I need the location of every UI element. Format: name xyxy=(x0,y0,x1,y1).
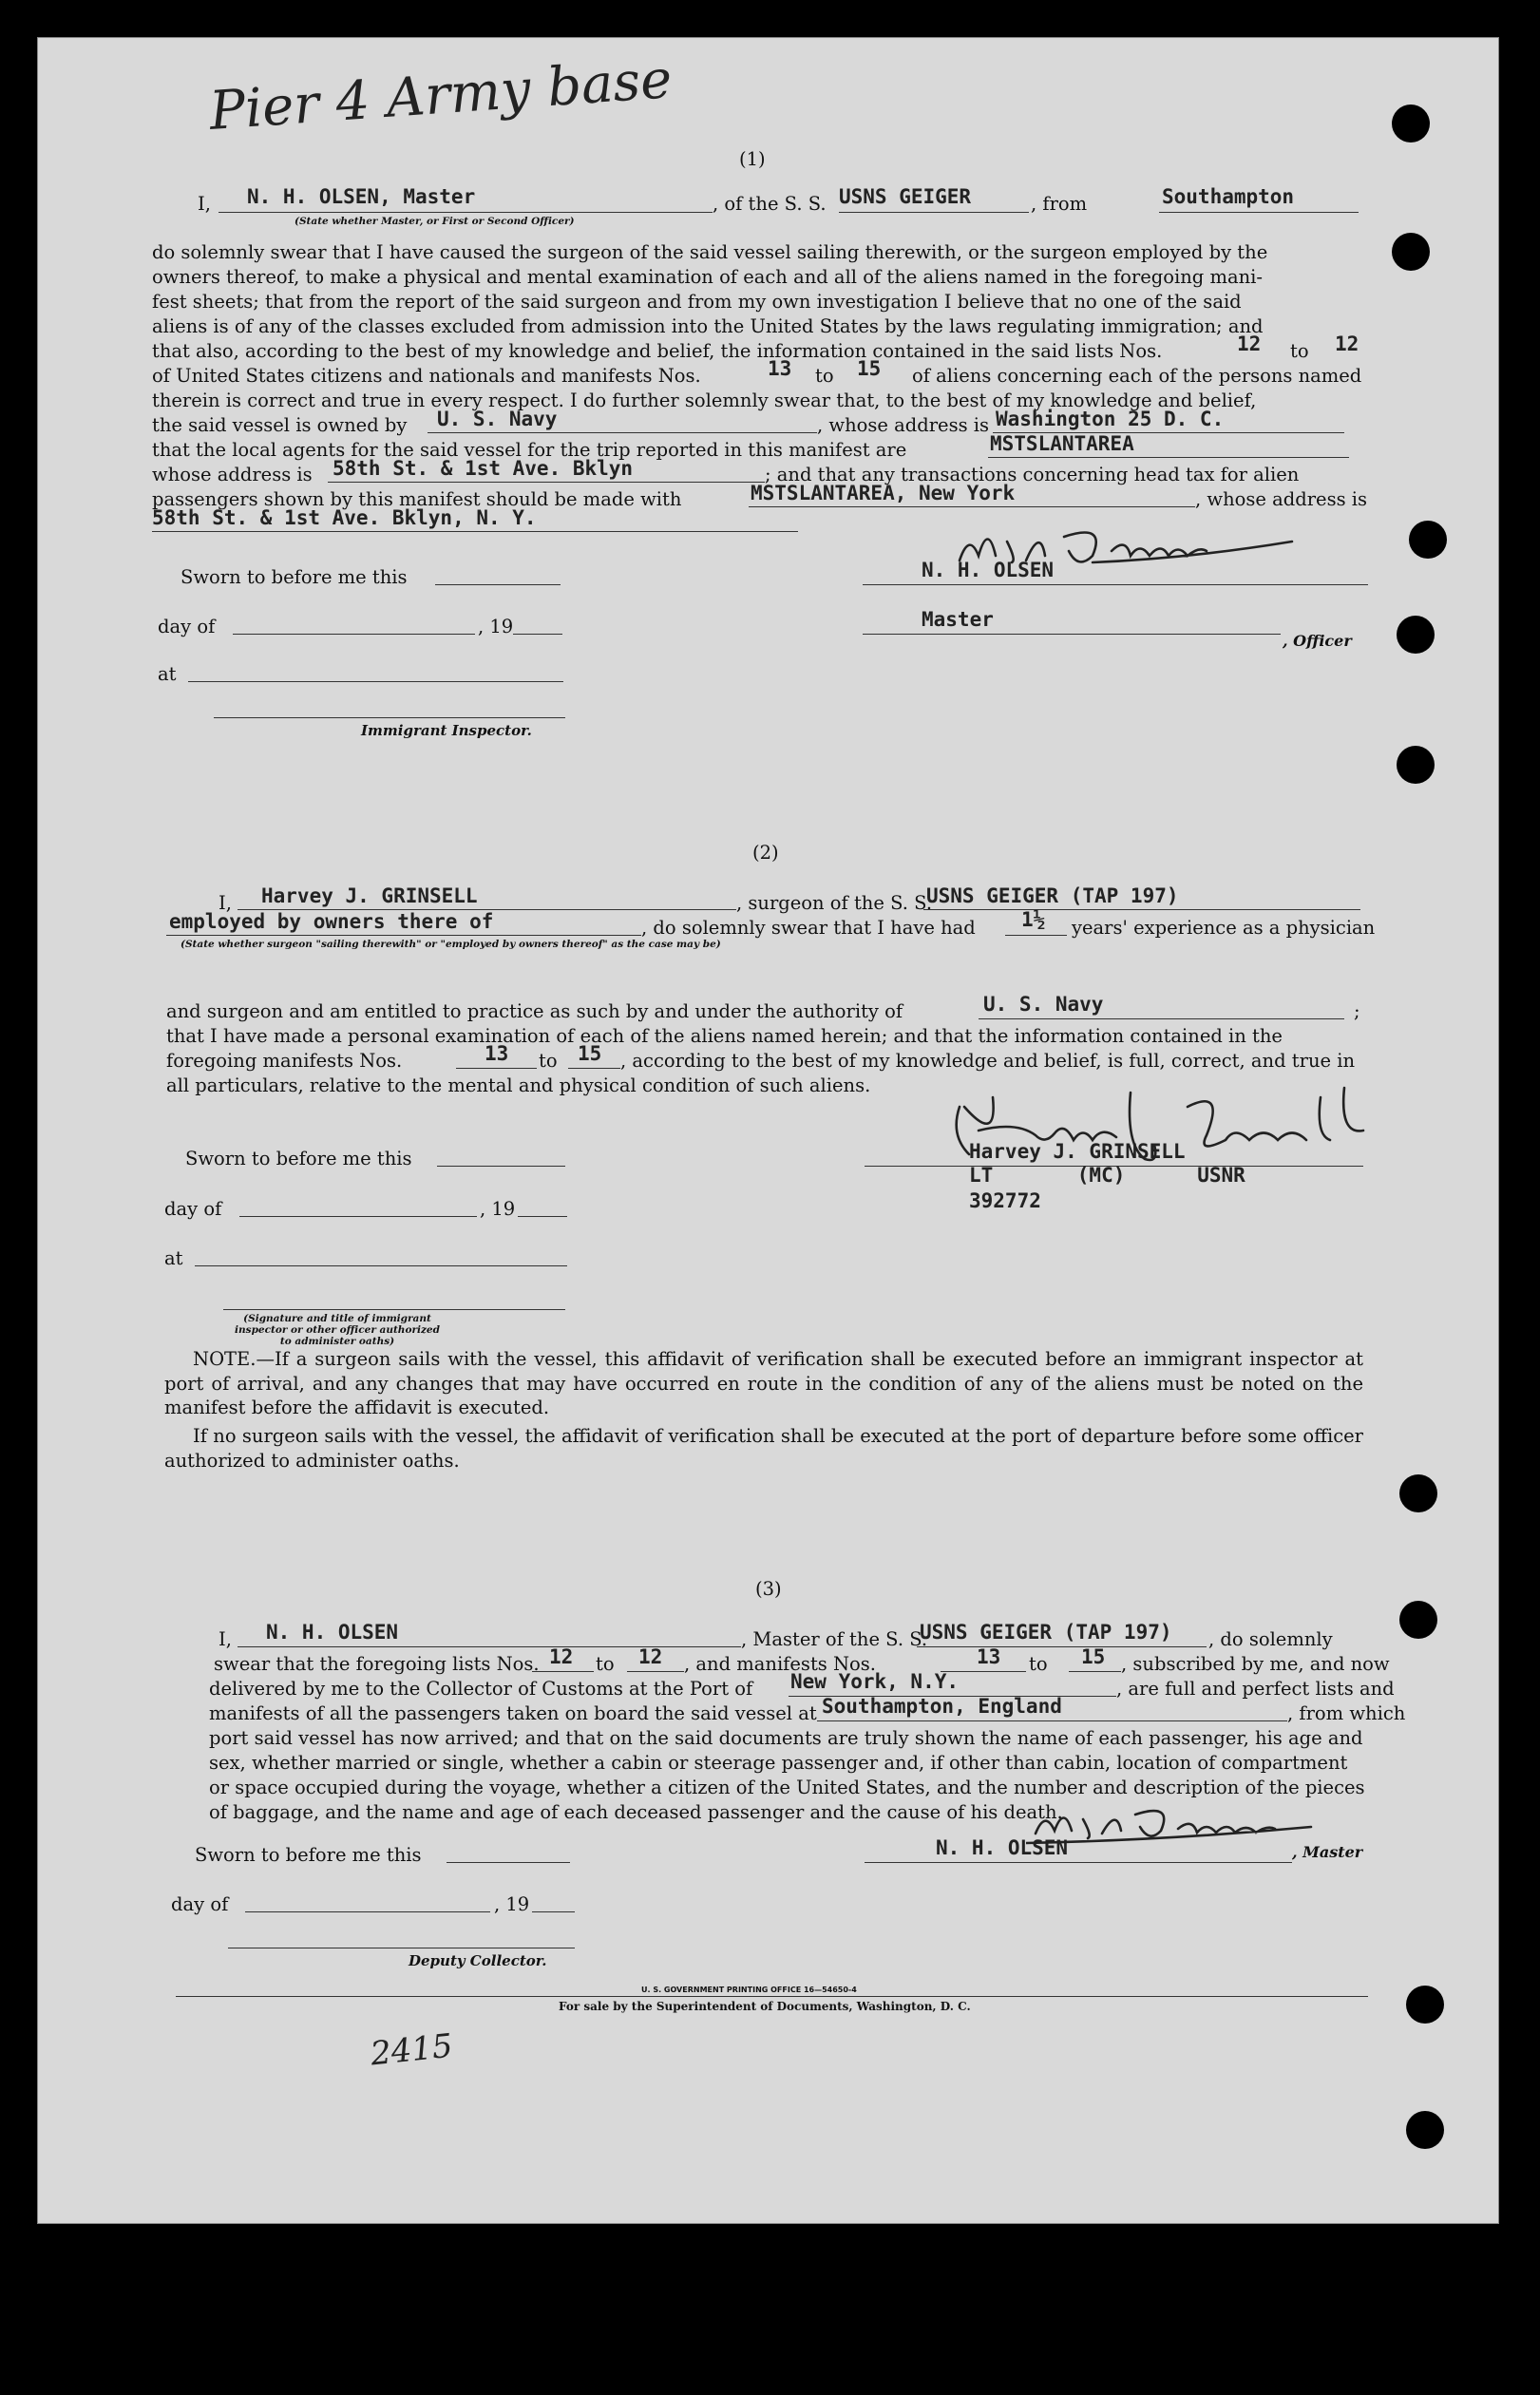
rule xyxy=(437,1166,565,1167)
state-note: (State whether surgeon "sailing therewith" or "employed by owners thereof" as the case may be) xyxy=(181,939,721,950)
agent: MSTSLANTAREA xyxy=(990,432,1134,455)
arrival-port: New York, N.Y. xyxy=(790,1670,960,1693)
rule xyxy=(532,1671,594,1672)
oath-line: that I have made a personal examination of each of the aliens named herein; and that the information contained in the xyxy=(166,1025,1283,1047)
embark-port: Southampton, England xyxy=(822,1695,1062,1718)
deputy-label: Deputy Collector. xyxy=(409,1952,547,1969)
surgeon-rank: LT (MC) USNR xyxy=(969,1164,1245,1187)
punch-hole xyxy=(1409,521,1447,559)
rule xyxy=(979,1018,1344,1019)
lists-to: 12 xyxy=(638,1645,663,1668)
and-manifests: , and manifests Nos. xyxy=(684,1653,876,1675)
intro-i: I, xyxy=(198,193,211,215)
handwritten-number: 2415 xyxy=(369,2026,455,2074)
section-number: (2) xyxy=(752,842,779,864)
manifest-page xyxy=(38,38,1498,2223)
from-label: , from xyxy=(1031,193,1088,215)
lists-to: 12 xyxy=(1335,333,1359,355)
whose-address-is: , whose address is xyxy=(1195,488,1368,510)
punch-hole xyxy=(1397,746,1435,784)
master-name: N. H. OLSEN, Master xyxy=(247,185,476,208)
sale-notice: For sale by the Superintendent of Documents, Washington, D. C. xyxy=(559,2000,971,2013)
rule xyxy=(532,1911,575,1912)
oath-line: fest sheets; that from the report of the said surgeon and from my own investigation I believe that no one of the said xyxy=(152,291,1242,313)
intro-i: I, xyxy=(219,1628,232,1650)
punch-hole xyxy=(1399,1474,1437,1512)
years: 1½ xyxy=(1021,908,1046,931)
punch-hole xyxy=(1399,1601,1437,1639)
rule xyxy=(166,935,641,936)
rule xyxy=(518,1216,567,1217)
rule xyxy=(195,1265,567,1266)
head-tax-agent: MSTSLANTAREA, New York xyxy=(751,482,1016,504)
intro-i: I, xyxy=(219,892,232,914)
signer-name: N. H. OLSEN xyxy=(922,559,1055,581)
surgeon-name: Harvey J. GRINSELL xyxy=(261,884,478,907)
agents-text: that the local agents for the said vessel for the trip reported in this manifest are xyxy=(152,439,907,461)
day-of-label: day of xyxy=(171,1893,229,1915)
rule xyxy=(435,584,561,585)
surgeon-number: 392772 xyxy=(969,1189,1041,1212)
inspector-label: Immigrant Inspector. xyxy=(361,722,532,739)
punch-hole xyxy=(1397,616,1435,654)
rule xyxy=(176,1996,1368,1997)
manifest-from: 13 xyxy=(977,1645,1001,1668)
of-ss-label: , of the S. S. xyxy=(713,193,827,215)
sworn-label: Sworn to before me this xyxy=(181,566,408,588)
vessel-name: USNS GEIGER xyxy=(839,185,972,208)
rule xyxy=(627,1671,684,1672)
rule xyxy=(214,717,565,718)
rule xyxy=(152,531,798,532)
rule xyxy=(1069,1671,1121,1672)
swear-text: swear that the foregoing lists Nos. xyxy=(214,1653,540,1675)
oath-line: that also, according to the best of my knowledge and belief, the information contained in the said lists Nos. xyxy=(152,340,1163,362)
signer-name: N. H. OLSEN xyxy=(936,1836,1069,1859)
rule xyxy=(456,1068,537,1069)
punch-hole xyxy=(1392,105,1430,143)
rule xyxy=(817,1720,1287,1721)
manifests-text: manifests of all the passengers taken on board the said vessel at xyxy=(209,1702,817,1724)
manifest-to: 15 xyxy=(1081,1645,1106,1668)
owner-address: Washington 25 D. C. xyxy=(996,408,1225,430)
from-which: , from which xyxy=(1287,1702,1406,1724)
oath-line: port said vessel has now arrived; and that on the said documents are truly shown the name of each passenger, his age and xyxy=(209,1727,1363,1749)
master-name: N. H. OLSEN xyxy=(266,1621,399,1644)
year-label: , 19 xyxy=(480,1198,516,1220)
note-2: If no surgeon sails with the vessel, the affidavit of verification shall be executed at the port of departure before some officer authorized to administer oaths. xyxy=(164,1425,1363,1472)
at-label: at xyxy=(164,1247,183,1269)
to-word: to xyxy=(1290,340,1309,362)
rule xyxy=(839,212,1029,213)
manifest-to: 15 xyxy=(857,357,882,380)
vessel-name: USNS GEIGER (TAP 197) xyxy=(926,884,1179,907)
head-tax-text: ; and that any transactions concerning head tax for alien xyxy=(765,464,1300,485)
sworn-label: Sworn to before me this xyxy=(195,1844,422,1866)
lists-from: 12 xyxy=(549,1645,574,1668)
citizens-text: of United States citizens and nationals and manifests Nos. xyxy=(152,365,701,387)
to-word: to xyxy=(1029,1653,1048,1675)
years-text: years' experience as a physician xyxy=(1072,917,1376,939)
owned-text: the said vessel is owned by xyxy=(152,414,408,436)
manifest-from: 13 xyxy=(768,357,792,380)
to-word: to xyxy=(539,1050,558,1072)
rule xyxy=(245,1911,490,1912)
rule xyxy=(863,634,1281,635)
rule xyxy=(239,1216,477,1217)
section-number: (1) xyxy=(739,148,766,170)
head-tax-address: 58th St. & 1st Ave. Bklyn, N. Y. xyxy=(152,506,537,529)
authority: U. S. Navy xyxy=(983,993,1104,1016)
rule xyxy=(988,457,1349,458)
rule xyxy=(233,634,475,635)
day-of-label: day of xyxy=(158,616,216,637)
rule xyxy=(238,1646,741,1647)
master-signature xyxy=(1026,1791,1330,1848)
master-of-label: , Master of the S. S. xyxy=(741,1628,928,1650)
subscribed: , subscribed by me, and now xyxy=(1121,1653,1390,1675)
address-text: , whose address is xyxy=(817,414,990,436)
rule xyxy=(568,1068,620,1069)
belief-text: , according to the best of my knowledge and belief, is full, correct, and true in xyxy=(620,1050,1356,1072)
note-text: —If a surgeon sails with the vessel, this affidavit of verification shall be executed before an immigrant inspector at port of arrival, and any changes that may have occurred en route in the condition of any of the aliens must be noted on the manifest before the affidavit is executed. xyxy=(164,1348,1363,1419)
manifest-from: 13 xyxy=(485,1042,509,1065)
rule xyxy=(219,212,713,213)
to-word: to xyxy=(815,365,834,387)
manifest-to: 15 xyxy=(578,1042,602,1065)
oath-line: owners thereof, to make a physical and mental examination of each and all of the aliens named in the foregoing mani- xyxy=(152,266,1263,288)
full-text: , are full and perfect lists and xyxy=(1116,1678,1395,1700)
at-label: at xyxy=(158,663,177,685)
passengers-text: passengers shown by this manifest should be made with xyxy=(152,488,682,510)
rule xyxy=(428,432,817,433)
rule xyxy=(223,1309,565,1310)
sworn-label: Sworn to before me this xyxy=(185,1148,412,1169)
solemnly: , do solemnly xyxy=(1208,1628,1333,1650)
agent-address: 58th St. & 1st Ave. Bklyn xyxy=(333,457,634,480)
rule xyxy=(863,584,1368,585)
officer-label: , Officer xyxy=(1283,632,1352,650)
vessel-name: USNS GEIGER (TAP 197) xyxy=(920,1621,1172,1644)
oath-line: of baggage, and the name and age of each deceased passenger and the cause of his death. xyxy=(209,1801,1063,1823)
punch-hole xyxy=(1392,233,1430,271)
rule xyxy=(917,1646,1207,1647)
year-label: , 19 xyxy=(494,1893,530,1915)
rule xyxy=(513,634,562,635)
whose-address-text: whose address is xyxy=(152,464,313,485)
signer-title: Master xyxy=(922,608,994,631)
oath-line: all particulars, relative to the mental and physical condition of such aliens. xyxy=(166,1074,871,1096)
section-number: (3) xyxy=(755,1578,782,1600)
from-port: Southampton xyxy=(1162,185,1295,208)
swear-text: , do solemnly swear that I have had xyxy=(641,917,976,939)
to-word: to xyxy=(596,1653,615,1675)
surgeon-sig-name: Harvey J. GRINSELL xyxy=(969,1140,1186,1163)
rule xyxy=(1159,212,1359,213)
employment: employed by owners there of xyxy=(169,910,494,933)
year-label: , 19 xyxy=(478,616,514,637)
rule xyxy=(328,482,765,483)
punch-hole xyxy=(1406,1986,1444,2024)
rule xyxy=(188,681,563,682)
rule xyxy=(447,1862,570,1863)
authority-text: and surgeon and am entitled to practice as such by and under the authority of xyxy=(166,1000,903,1022)
lists-from: 12 xyxy=(1237,333,1262,355)
punch-hole xyxy=(1406,2111,1444,2149)
note xyxy=(164,1347,1363,1420)
day-of-label: day of xyxy=(164,1198,222,1220)
aliens-text: of aliens concerning each of the persons named xyxy=(912,365,1362,387)
oath-line: sex, whether married or single, whether a cabin or steerage passenger and, if other than cabin, location of compartment xyxy=(209,1752,1348,1774)
oath-line: do solemnly swear that I have caused the surgeon of the said vessel sailing therewith, or the surgeon employed by the xyxy=(152,241,1268,263)
note-label: NOTE. xyxy=(193,1348,257,1370)
rule xyxy=(923,909,1360,910)
rule xyxy=(865,1862,1292,1863)
oath-line: aliens is of any of the classes excluded from admission into the United States by the laws regulating immigration; and xyxy=(152,315,1264,337)
delivered-text: delivered by me to the Collector of Customs at the Port of xyxy=(209,1678,753,1700)
semicolon: ; xyxy=(1354,1000,1360,1022)
further-text: therein is correct and true in every respect. I do further solemnly swear that, to the best of my knowledge and belief, xyxy=(152,390,1257,411)
surgeon-of-label: , surgeon of the S. S. xyxy=(736,892,933,914)
handwritten-note: Pier 4 Army base xyxy=(207,48,675,143)
master-label: , Master xyxy=(1292,1843,1363,1861)
oath-line: or space occupied during the voyage, whether a citizen of the United States, and the number and description of the pieces xyxy=(209,1777,1365,1798)
rule xyxy=(1005,935,1067,936)
state-note: (State whether Master, or First or Second Officer) xyxy=(295,216,575,227)
owner: U. S. Navy xyxy=(437,408,558,430)
signature-caption: (Signature and title of immigrant inspector or other officer authorized to administer oaths) xyxy=(235,1313,440,1347)
gpo-imprint: U. S. GOVERNMENT PRINTING OFFICE 16—54650-4 xyxy=(641,1986,857,1994)
foregoing-text: foregoing manifests Nos. xyxy=(166,1050,403,1072)
